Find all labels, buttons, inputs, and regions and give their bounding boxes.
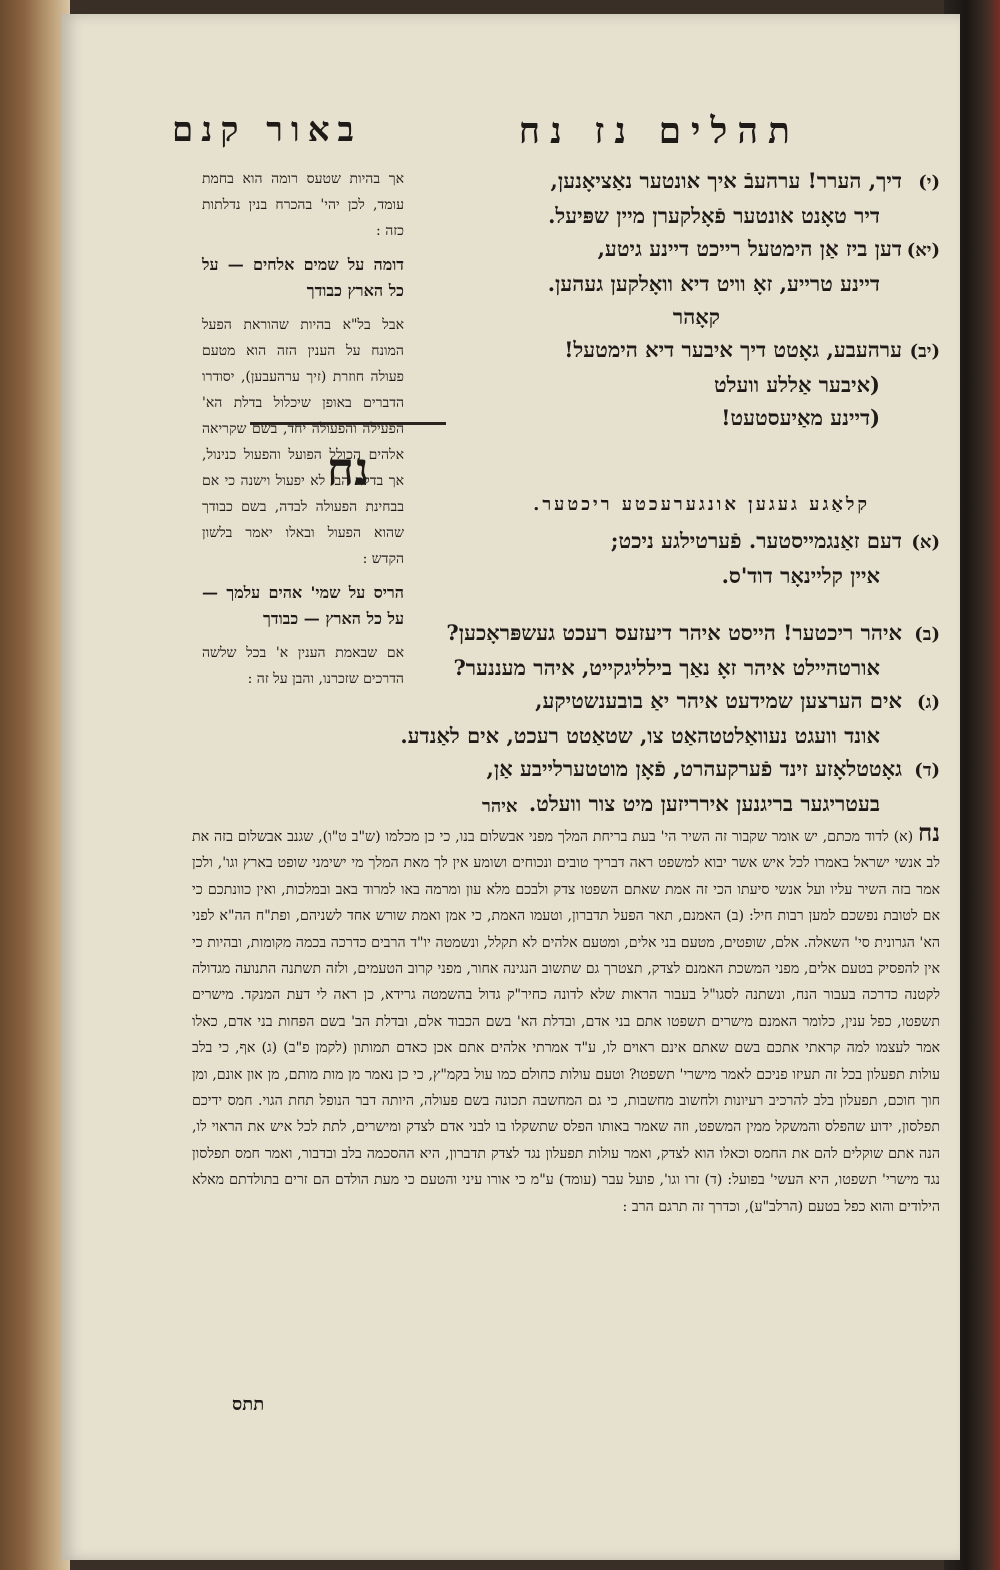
verse-line: (א)דעם זאַנגמייסטער. פֿערטילגע ניכט; <box>380 524 940 559</box>
verse-line: אונד וועגט נעוואַלטטהאַט צו, שטאַטט רעכט, אים לאַנדע. <box>400 723 880 748</box>
verse-number: (א) <box>911 532 940 553</box>
verse-line: (יב)ערהעבע, גאָטט דיך איבער דיא הימטעל! <box>380 333 940 368</box>
verse-line: (ג)אים הערצען שמידעט איהר יאַ בובענשטיקע, <box>360 684 940 719</box>
catchword: איהר <box>482 796 518 817</box>
book-edge-left <box>0 0 70 1570</box>
header-left: באור קנם <box>172 110 362 150</box>
verse-number: (י) <box>918 172 940 193</box>
commentary-paragraph: אם שבאמת הענין א' בכל שלשה הדרכים שזכרנו, והבן על זה : <box>202 645 404 687</box>
verse-number: (יב) <box>909 341 940 362</box>
psalm-number: נח <box>326 442 370 496</box>
verse-line: (דיינע מאַיעסטעט! <box>721 405 880 430</box>
psalm-58-heading-verse <box>380 524 940 592</box>
verse-number: (יא) <box>906 240 940 261</box>
commentary-lead: נח <box>918 818 941 847</box>
signature-mark: תתס <box>232 1394 265 1415</box>
verse-line: דיינע טרייע, זאָ וויט דיא וואָלקען געהען. <box>547 271 880 296</box>
commentary-body: (א) לדוד מכתם, יש אומר שקבור זה השיר הי' בעת בריחת המלך מפני אבשלום בנו, כי כן מכלמו (ש"ב ט"ו), שגנב אבשלום בזה את לב אנשי ישראל באמרו לכל איש אשר יבוא למשפט ראה דבריך טובים ונכוחים ושומע אין לך מאת המלך מי ישימני שופט בארץ וגו', ולכן אמר בזה השיר עליו ועל אנשי סיעתו הכי זה אמת שאתם השפטו צדק ולבכם מלא עון ומרמה באו למרוד באב ובמלכות, ואין כוונתכם כי אם לטובת נפשכם למען רבות חיל: (ב) האמנם, תאר הפעל תדברון, וטעמו האמת, כי אמן ואמת שורש אחד לשניהם, ופת"ח הה"א לפני הא' הגרונית סי' השאלה. אלם, שופטים, מטעם בני אלים, ומטעם אלהים לא תקלל, ונשמטה יו"ד הרבים כדרכה בכמה מקומות, ובהיות כי אין להפסיק בטעם אלים, מפני המשכת האמנם לצדק, תצטרך גם שתשוב הנגינה אחור, מפני קרוב הטעמים, ולזה תשתנה התנועה מגדולה לקטנה כדרכה בעבור הנח, ונשתנה לסגו"ל בעבור הראות שלא לדונה כחיר"ק גדול בהשמטה גרידא, כן ראה לי דעת המנקד. מישרים תשפטו, כפל ענין, כלומר האמנם מישרים תשפטו אתם בני אדם, ובדלת הא' בשם הכבוד אלם, ובדלת הב' בשם הפחות בני אדם, כאלו אמר לעצמו למה קראתי אתכם בשם שאתם אינם ראוים לו, ע"ד אמרתי אלהים אתם אכן כאדם תמותון (לקמן פ"ב) (ג) אף, כי בלב עולות תפעלון בכל זה תעיזו פניכם לאמר מישרי' תשפטו? וטעם עולות כחולם כמו עול בקמ"ץ, כי כן נאמר מן מות מותם, מן און אונם, ומן חוך חוכם, תפעלון בלב להרכיב רעיונות ולחשוב מחשבות, כי גם המחשבה תכונה בשם פעולה, היותה דבר הנופל תחת הגוי. חמס ידיכם תפלסון, ידוע שהפלס והמשקל ממין המשפט, וזה שאמר באותו הפלס שתשקלו בו לבני אדם לצדק ומישרים, לתת לכל איש את הראוי לו, הנה אתם שוקלים להם את החמס וכאלו הוא לצדק, ואמר עולות תפעלון נגד לצדק תדברון, היא ההסכמה בלב ובדבור, ואמר חמס תפלסון נגד מישרי' תשפטו, היא העשי' בפועל: (ד) זרו וגו', פועל עבר (עומד) ע"מ כי אורו עיני והטעם כי מעת הולדם הם זרים בתולדתם מאלא הילודים והוא כפל בטעם (הרלב"ע), וכדרך זה תרגם הרב : <box>192 829 940 1215</box>
commentary-paragraph: אבל בל"א בהיות שהוראת הפעל המונח על הענין הזה הוא מטעם פעולה חוזרת (זיך ערהעבען), יסודרו הדברים באופן שיכלול בדלת הא' הפעילה והפעולה יחד, בשם שקריאה אלהים הכולל הפועל והפעול כנינול, אך בדלת הב' לא יפעול וישנה כי אם בבחינת הפעולה לבדה, בשם כבודך שהוא הפעול ובאלו יאמר בלשון הקדש : <box>202 317 404 567</box>
verse-line: (יא)דען ביז אַן הימטעל רייכט דיינע גיטע, <box>380 232 940 267</box>
commentary-paragraph: אך בהיות שטעס רומה הוא בחמת עומד, לכן יהי' בהכרח בנין נדלתות כזה : <box>202 171 404 239</box>
chorus-label: קאָהר <box>672 304 720 329</box>
verse-line: (ד)גאָטטלאָזע זינד פֿערקעהרט, פֿאָן מוטטערלייבע אַן, <box>360 752 940 787</box>
header-right: תהלים נז נח <box>518 110 800 152</box>
book-page <box>62 14 960 1560</box>
verse-line: (איבער אַללע וועלט <box>713 372 880 397</box>
verse-number: (ג) <box>917 692 940 713</box>
verse-line: (ב)איהר ריכטער! הייסט איהר דיעזעס רעכט געשפּראָכען? <box>360 616 940 651</box>
psalm-57-translation <box>380 164 940 434</box>
verse-number: (ב) <box>914 624 940 645</box>
commentary-quote: הריס על שמי' אהים עלמך — על כל הארץ — כבודך <box>202 583 404 628</box>
psalm-subtitle: קלאַגע געגען אונגערעכטע ריכטער. <box>533 494 870 515</box>
bottom-commentary <box>192 820 940 1220</box>
verse-line: דיר טאָנט אונטער פֿאָלקערן מיין שפּיעל. <box>548 203 880 228</box>
side-commentary <box>202 166 404 700</box>
verse-line: (י)דיך, הערר! ערהעבֿ איך אונטער נאַציאָנען, <box>380 164 940 199</box>
psalm-58-translation <box>360 616 940 820</box>
verse-number: (ד) <box>914 760 940 781</box>
verse-line: איין קליינאָר דוד'ס. <box>721 563 880 588</box>
verse-line: בעטריגער בריגנען אירריזען מיט צור וועלט. <box>528 791 880 816</box>
commentary-quote: דומה על שמים אלחים — על כל הארץ כבודך <box>202 255 404 300</box>
verse-line: אורטהיילט איהר זאָ נאַך בילליגקייט, איהר מעננער? <box>453 655 880 680</box>
